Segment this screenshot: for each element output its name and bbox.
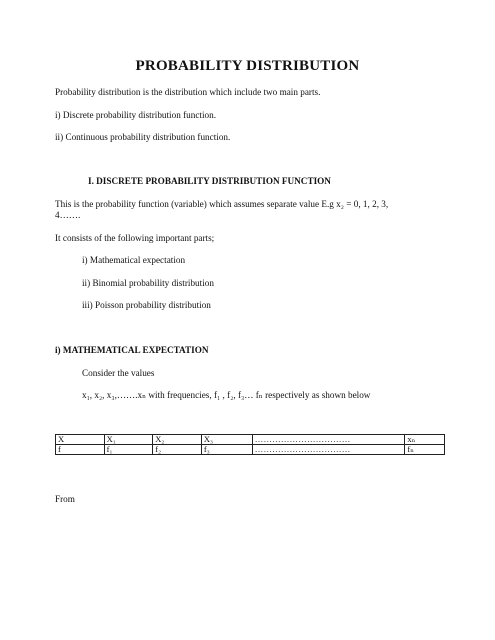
list-item: ii) Binomial probability distribution bbox=[82, 278, 214, 288]
list-item: iii) Poisson probability distribution bbox=[82, 300, 211, 310]
table-row bbox=[56, 445, 445, 455]
page-title: PROBABILITY DISTRIBUTION bbox=[135, 58, 360, 74]
from-line: From bbox=[55, 494, 75, 504]
table-cell: X₃ bbox=[201, 435, 252, 445]
values-line: x₁, x₂, x₃,…….xₙ with frequencies, f₁ , f₂, f₃… fₙ respectively as shown below bbox=[82, 390, 371, 400]
part-discrete: i) Discrete probability distribution function. bbox=[55, 110, 217, 120]
table-cell: X bbox=[56, 435, 105, 445]
table-cell: X₂ bbox=[153, 435, 202, 445]
discrete-definition-line2: 4……. bbox=[55, 210, 81, 220]
part-continuous: ii) Continuous probability distribution function. bbox=[55, 132, 231, 142]
table-cell: …………………………… bbox=[252, 445, 405, 455]
table-cell: …………………………… bbox=[252, 435, 405, 445]
values-frequency-table bbox=[55, 434, 445, 455]
intro-paragraph: Probability distribution is the distribution which include two main parts. bbox=[55, 87, 321, 97]
consists-paragraph: It consists of the following important parts; bbox=[55, 233, 215, 243]
table-cell: f bbox=[56, 445, 105, 455]
table-row bbox=[56, 435, 445, 445]
table-cell: fₙ bbox=[405, 445, 445, 455]
table-cell: xₙ bbox=[405, 435, 445, 445]
table-cell: f₃ bbox=[201, 445, 252, 455]
list-item: i) Mathematical expectation bbox=[82, 255, 186, 265]
discrete-definition-line1: This is the probability function (variable) which assumes separate value E.g x₂ = 0, 1, 2, 3, bbox=[55, 199, 389, 209]
table-cell: X₁ bbox=[104, 435, 153, 445]
consider-line: Consider the values bbox=[82, 368, 155, 378]
table-cell: f₁ bbox=[104, 445, 153, 455]
section-heading-discrete: I. DISCRETE PROBABILITY DISTRIBUTION FUNCTION bbox=[88, 176, 331, 186]
section-heading-expectation: i) MATHEMATICAL EXPECTATION bbox=[55, 345, 209, 355]
table-cell: f₂ bbox=[153, 445, 202, 455]
